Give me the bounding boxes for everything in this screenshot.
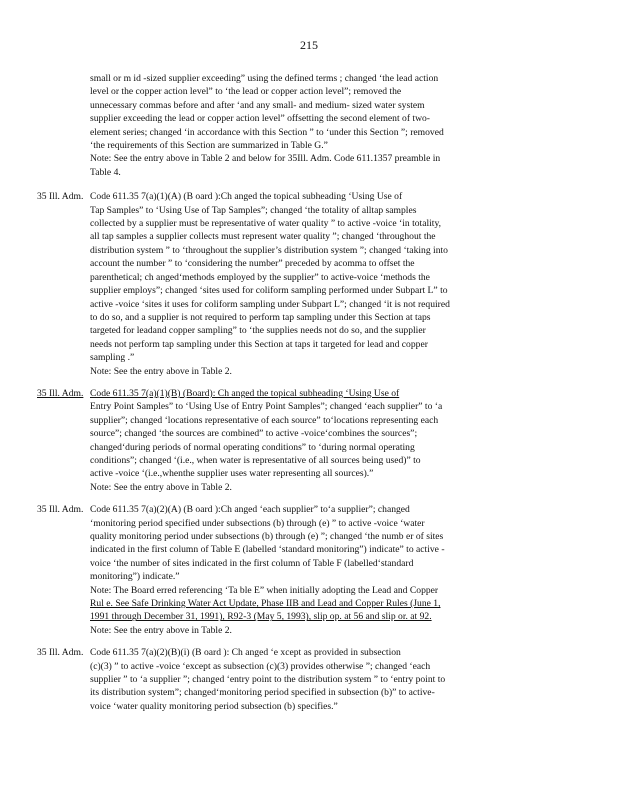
text-line: indicated in the first column of Table E (labelled ‘standard monitoring”) indicate” to active - [90, 544, 445, 556]
text-line: voice ‘water quality monitoring period subsection (b) specifies.” [90, 700, 338, 712]
text-line: Tap Samples” to ‘Using Use of Tap Samples”; changed ‘the totality of alltap samples [90, 204, 417, 216]
entry-611-357-a-2-a [37, 503, 547, 637]
note-line: Note: See the entry above in Table 2. [90, 624, 232, 636]
underlined-citation-line [90, 597, 547, 610]
text-line: distribution system ” to ‘throughout the supplier’s distribution system ”; changed ‘taking into [90, 244, 448, 256]
text-line: monitoring”) indicate.” [90, 571, 180, 583]
text-line: ‘monitoring period specified under subsections (b) through (e) ” to active -voice ‘water [90, 517, 425, 529]
note-line: Note: See the entry above in Table 2 and below for 35Ill. Adm. Code 611.1357 preamble in [90, 153, 441, 165]
text-line: collected by a supplier must be representative of water quality ” to active -voice ‘in totality, [90, 218, 442, 230]
note-line: Note: See the entry above in Table 2. [90, 365, 232, 377]
entry-611-357-a-2-b-i [37, 646, 547, 713]
text-line: supplier exceeding the lead or copper action level” offsetting the second element of two- [90, 113, 431, 125]
note-line: Table 4. [90, 166, 121, 178]
text-line: element series; changed ‘in accordance with this Section ” to ‘under this Section ”; removed [90, 126, 444, 138]
note-line: Note: See the entry above in Table 2. [90, 481, 232, 493]
text-line: targeted for leadand copper sampling” to ‘the supplies needs not do so, and the supplier [90, 325, 426, 337]
text-line: voice ‘the number of sites indicated in the first column of Table F (labelled‘standard [90, 557, 414, 569]
text-line: changed‘during periods of normal operating conditions” to ‘during normal operating [90, 441, 415, 453]
text-line: to do so, and a supplier is not required to perform tap sampling under this Section at taps [90, 311, 431, 323]
text-line: active -voice ‘sites it uses for coliform sampling under Subpart L”; changed ‘it is not required [90, 298, 450, 310]
text-line: Code 611.35 7(a)(2)(B)(i) (B oard ): Ch anged ‘e xcept as provided in subsection [90, 647, 401, 659]
text-line: sampling .” [90, 352, 135, 364]
text-line: active -voice ‘(i.e.,whenthe supplier uses water representing all sources).” [90, 468, 374, 480]
entry-citation-prefix: 35 Ill. Adm. [37, 504, 84, 516]
text-line: needs not perform tap sampling under this Section at taps it targeted for lead and copper [90, 338, 428, 350]
note-line: Note: The Board erred referencing ‘Ta ble E” when initially adopting the Lead and Copper [90, 584, 439, 596]
text-line: level or the copper action level” to ‘the lead or copper action level”; removed the [90, 86, 402, 98]
continuation-paragraph [37, 72, 547, 179]
underlined-citation-line [90, 610, 547, 623]
text-line: unnecessary commas before and after ‘and any small- and medium- sized water system [90, 99, 425, 111]
page-number: 215 [300, 38, 318, 52]
text-line: its distribution system”; changed‘monitoring period specified in subsection (b)” to active- [90, 687, 435, 699]
text-line: (c)(3) ” to active -voice ‘except as subsection (c)(3) provides otherwise ”; changed ‘each [90, 660, 431, 672]
entry-611-357-a-1-a [37, 190, 547, 378]
text-line: ‘the requirements of this Section are summarized in Table G.” [90, 140, 328, 152]
text-line: account the number ” to ‘considering the number” preceded by acomma to offset the [90, 258, 415, 270]
underlined-citation: Rul e. See Safe Drinking Water Act Update, Phase IIB and Lead and Copper Rules (June 1, [90, 598, 441, 610]
text-line: supplier employs”; changed ‘sites used for coliform sampling performed under Subpart L” to [90, 285, 448, 297]
underlined-citation: 1991 through December 31, 1991), R92-3 (May 5, 1993), slip op. at 56 and slip or. at 92. [90, 611, 432, 623]
text-line: quality monitoring period under subsections (b) through (e) ”; changed ‘the numb er of sites [90, 531, 444, 542]
text-line: Code 611.35 7(a)(1)(A) (B oard ):Ch anged the topical subheading ‘Using Use of [90, 191, 403, 203]
underlined-citation: Code 611.35 7(a)(1)(B) (Board): Ch anged the topical subheading ‘Using Use of [90, 387, 400, 399]
text-line: Code 611.35 7(a)(2)(A) (B oard ):Ch anged ‘each supplier” to‘a supplier”; changed [90, 504, 410, 516]
text-line: supplier”; changed ‘locations representative of each source” to‘locations representing each [90, 414, 439, 426]
text-line: supplier ” to ‘a supplier ”; changed ‘entry point to the distribution system ” to ‘entry point to [90, 674, 446, 686]
text-line: parenthetical; ch anged‘methods employed by the supplier” to active-voice ‘methods the [90, 271, 430, 283]
entry-citation-prefix: 35 Ill. Adm. [37, 387, 84, 399]
text-line: Entry Point Samples” to ‘Using Use of Entry Point Samples”; changed ‘each supplier” to ‘a [90, 401, 443, 413]
text-line: small or m id -sized supplier exceeding” using the defined terms ; changed ‘the lead action [90, 73, 439, 84]
entry-citation-prefix: 35 Ill. Adm. [37, 647, 84, 659]
text-line: source”; changed ‘the sources are combined” to active -voice‘combines the sources”; [90, 428, 418, 440]
text-line: all tap samples a supplier collects must represent water quality ”; changed ‘throughout the [90, 231, 436, 243]
text-line-underlined [90, 387, 547, 400]
document-body [37, 72, 547, 722]
text-line: conditions”; changed ‘(i.e., when water is representative of all sources being used)” to [90, 454, 421, 466]
entry-citation-prefix: 35 Ill. Adm. [37, 191, 84, 203]
entry-611-357-a-1-b [37, 387, 547, 494]
